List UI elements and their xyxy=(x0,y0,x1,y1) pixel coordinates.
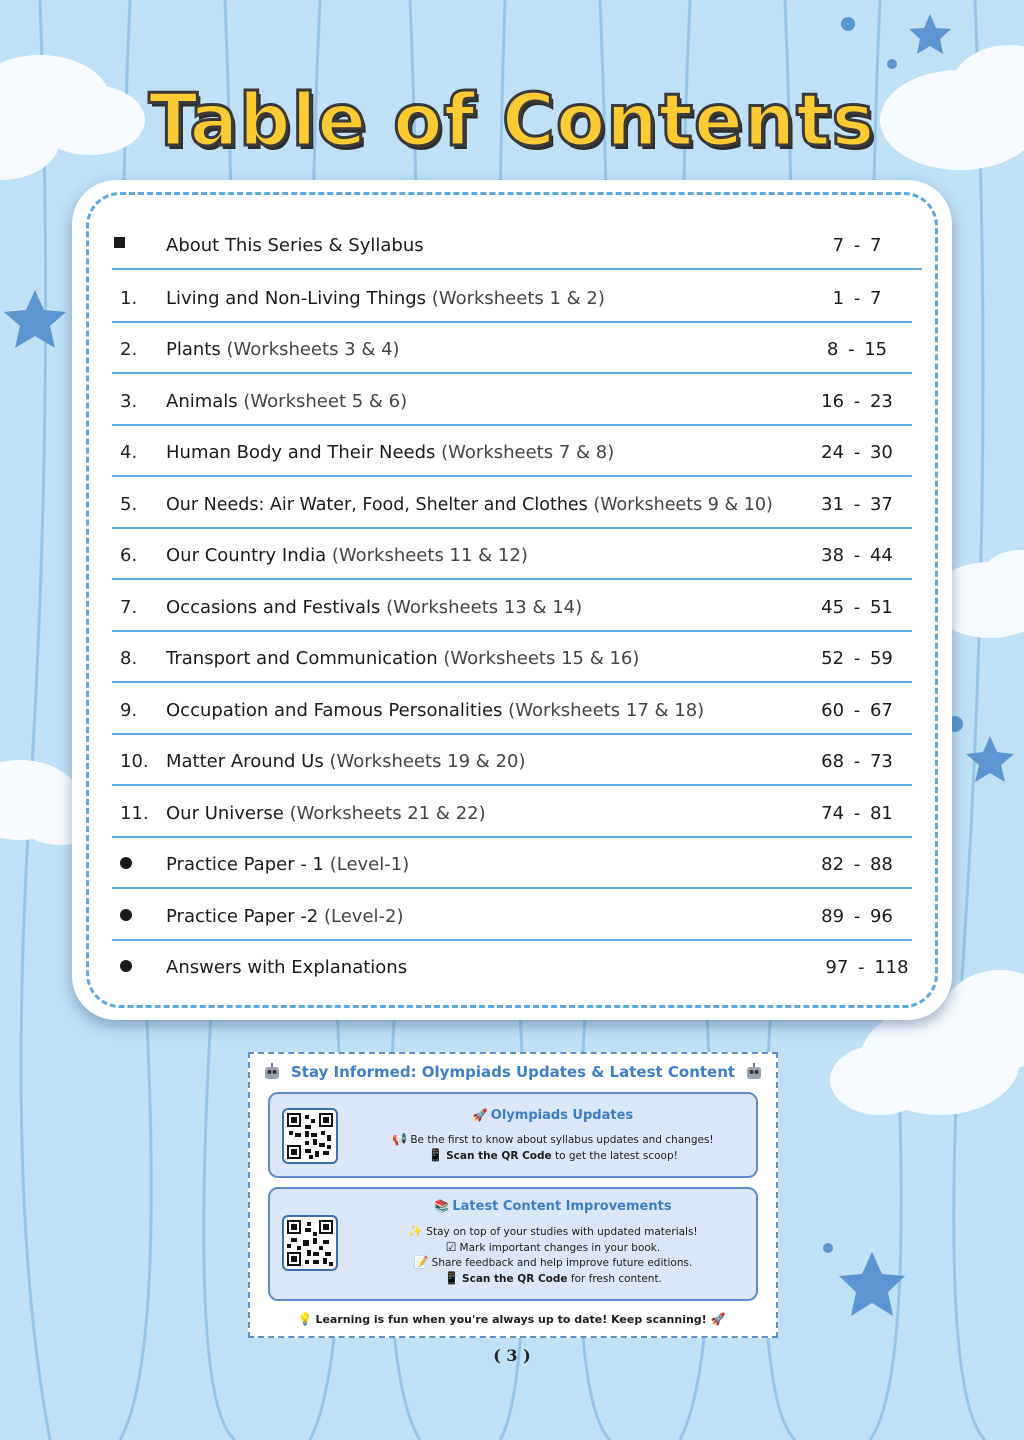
toc-pages: 24 - 30 xyxy=(821,442,893,463)
checkbox-icon: ☑ xyxy=(445,1240,457,1254)
lightbulb-icon: 💡 xyxy=(297,1312,313,1326)
toc-row-chapter-5[interactable] xyxy=(112,476,912,529)
toc-topic-name: Transport and Communication xyxy=(166,648,438,669)
toc-topic xyxy=(166,648,639,669)
toc-topic xyxy=(166,854,409,875)
updates-line-1-text: Be the first to know about syllabus updates and changes! xyxy=(410,1134,714,1146)
page-number: ( 3 ) xyxy=(493,1346,531,1365)
toc-pages: 45 - 51 xyxy=(821,597,893,618)
qr-code-updates[interactable] xyxy=(282,1108,338,1164)
content-improvements-box xyxy=(268,1187,758,1301)
toc-row-chapter-9[interactable] xyxy=(112,682,912,735)
square-bullet-icon xyxy=(114,237,125,248)
toc-row-intro[interactable] xyxy=(112,217,922,270)
toc-number: 10. xyxy=(120,751,149,772)
toc-number: 4. xyxy=(120,442,138,463)
toc-topic-sub: (Level-1) xyxy=(329,854,410,875)
toc-number: 6. xyxy=(120,545,138,566)
toc-row-practice-paper-1[interactable] xyxy=(112,836,912,889)
memo-icon: 📝 xyxy=(413,1255,429,1269)
toc-pages: 74 - 81 xyxy=(821,803,893,824)
robot-icon xyxy=(742,1060,766,1084)
qr-code-icon xyxy=(287,1220,333,1266)
toc-topic-sub: (Worksheets 21 & 22) xyxy=(289,803,486,824)
toc-topic-name: Matter Around Us xyxy=(166,751,324,772)
toc-topic-sub: (Worksheets 11 & 12) xyxy=(331,545,528,566)
toc-row-practice-paper-2[interactable] xyxy=(112,888,912,941)
toc-topic xyxy=(166,545,528,566)
content-line-3 xyxy=(360,1255,746,1269)
content-title xyxy=(360,1199,746,1214)
toc-topic-sub: (Worksheets 13 & 14) xyxy=(386,597,583,618)
olympiads-updates-box xyxy=(268,1092,758,1178)
toc-topic xyxy=(166,339,400,360)
page-title: Table of Contents xyxy=(148,78,876,162)
toc-topic-name: Animals xyxy=(166,391,238,412)
toc-topic xyxy=(166,906,404,927)
rocket-icon: 🚀 xyxy=(472,1108,488,1122)
toc-topic-sub: (Worksheets 3 & 4) xyxy=(226,339,400,360)
toc-number: 5. xyxy=(120,494,138,515)
content-line-1 xyxy=(360,1224,746,1238)
toc-pages: 38 - 44 xyxy=(821,545,893,566)
toc-topic xyxy=(166,751,525,772)
toc-topic-name: Living and Non-Living Things xyxy=(166,288,427,309)
megaphone-icon: 📢 xyxy=(392,1132,408,1146)
qr-code-content[interactable] xyxy=(282,1215,338,1271)
toc-topic-sub: (Worksheets 17 & 18) xyxy=(508,700,705,721)
toc-pages: 1 - 7 xyxy=(832,288,882,309)
phone-icon: 📱 xyxy=(428,1148,444,1162)
sparkles-icon: ✨ xyxy=(408,1224,424,1238)
bullet-icon xyxy=(120,857,132,869)
toc-topic-sub: (Worksheets 19 & 20) xyxy=(329,751,526,772)
info-footer-text: Learning is fun when you're always up to date! Keep scanning! xyxy=(315,1313,707,1326)
toc-topic-name: Practice Paper - 1 xyxy=(166,854,324,875)
toc-topic xyxy=(166,803,486,824)
qr-code-icon xyxy=(287,1113,333,1159)
scan-qr-label: Scan the QR Code xyxy=(462,1273,568,1285)
content-line-1-text: Stay on top of your studies with updated materials! xyxy=(426,1226,698,1238)
toc-row-chapter-10[interactable] xyxy=(112,733,912,786)
scan-qr-label: Scan the QR Code xyxy=(446,1150,552,1162)
info-footer xyxy=(250,1312,776,1326)
toc-row-chapter-7[interactable] xyxy=(112,579,912,632)
toc-topic xyxy=(166,597,582,618)
toc-topic: About This Series & Syllabus xyxy=(166,235,424,256)
toc-topic-name: Human Body and Their Needs xyxy=(166,442,436,463)
toc-topic xyxy=(166,391,407,412)
updates-title-text: Olympiads Updates xyxy=(490,1108,634,1123)
toc-topic-sub: (Worksheets 1 & 2) xyxy=(431,288,605,309)
toc-topic-name: Occupation and Famous Personalities xyxy=(166,700,503,721)
toc-topic xyxy=(166,442,614,463)
toc-pages: 60 - 67 xyxy=(821,700,893,721)
toc-pages: 89 - 96 xyxy=(821,906,893,927)
toc-number: 3. xyxy=(120,391,138,412)
toc-topic xyxy=(166,495,773,515)
books-icon: 📚 xyxy=(434,1199,450,1213)
toc-topic-name: Plants xyxy=(166,339,221,360)
toc-topic-sub: (Worksheets 7 & 8) xyxy=(441,442,615,463)
updates-line-2 xyxy=(360,1148,746,1162)
stay-informed-panel xyxy=(248,1052,778,1338)
content-line-4 xyxy=(360,1271,746,1285)
toc-row-chapter-4[interactable] xyxy=(112,424,912,477)
toc-number: 1. xyxy=(120,288,138,309)
toc-topic xyxy=(166,700,704,721)
content-line-2 xyxy=(360,1240,746,1254)
toc-number: 7. xyxy=(120,597,138,618)
toc-topic-name: Occasions and Festivals xyxy=(166,597,381,618)
toc-row-answers[interactable] xyxy=(112,939,912,990)
bullet-icon xyxy=(120,960,132,972)
content-line-3-text: Share feedback and help improve future editions. xyxy=(431,1257,693,1269)
toc-topic-name: Our Needs: Air Water, Food, Shelter and Clothes xyxy=(166,495,588,515)
toc-pages: 68 - 73 xyxy=(821,751,893,772)
toc-topic-sub: (Worksheets 9 & 10) xyxy=(593,495,773,515)
content-title-text: Latest Content Improvements xyxy=(452,1199,672,1214)
toc-pages: 7 - 7 xyxy=(832,235,882,256)
phone-icon: 📱 xyxy=(444,1271,460,1285)
toc-pages: 31 - 37 xyxy=(821,494,893,515)
toc-row-chapter-6[interactable] xyxy=(112,527,912,580)
toc-topic-name: Our Country India xyxy=(166,545,327,566)
toc-number: 8. xyxy=(120,648,138,669)
toc-number: 11. xyxy=(120,803,149,824)
toc-topic-name: Practice Paper -2 xyxy=(166,906,319,927)
toc-topic-sub: (Worksheet 5 & 6) xyxy=(243,391,408,412)
toc-row-chapter-11[interactable] xyxy=(112,785,912,838)
content-line-4-text: for fresh content. xyxy=(570,1273,662,1285)
toc-row-chapter-1[interactable] xyxy=(112,270,912,323)
info-heading: Stay Informed: Olympiads Updates & Latest Content xyxy=(290,1063,736,1081)
toc-pages: 82 - 88 xyxy=(821,854,893,875)
bullet-icon xyxy=(120,909,132,921)
toc-topic-name: Our Universe xyxy=(166,803,284,824)
toc-row-chapter-8[interactable] xyxy=(112,630,912,683)
toc-topic xyxy=(166,288,605,309)
toc-pages: 97 - 118 xyxy=(825,957,909,978)
toc-row-chapter-3[interactable] xyxy=(112,373,912,426)
content-line-2-text: Mark important changes in your book. xyxy=(459,1242,661,1254)
updates-line-1 xyxy=(360,1132,746,1146)
toc-topic-sub: (Level-2) xyxy=(324,906,404,927)
rocket-icon: 🚀 xyxy=(710,1312,726,1326)
updates-title xyxy=(360,1108,746,1123)
updates-line-2-text: to get the latest scoop! xyxy=(554,1150,678,1162)
toc-topic: Answers with Explanations xyxy=(166,957,408,978)
toc-number: 9. xyxy=(120,700,138,721)
toc-pages: 8 - 15 xyxy=(826,339,888,360)
toc-topic-sub: (Worksheets 15 & 16) xyxy=(443,648,640,669)
toc-pages: 16 - 23 xyxy=(821,391,893,412)
toc-number: 2. xyxy=(120,339,138,360)
toc-row-chapter-2[interactable] xyxy=(112,321,912,374)
toc-pages: 52 - 59 xyxy=(821,648,893,669)
